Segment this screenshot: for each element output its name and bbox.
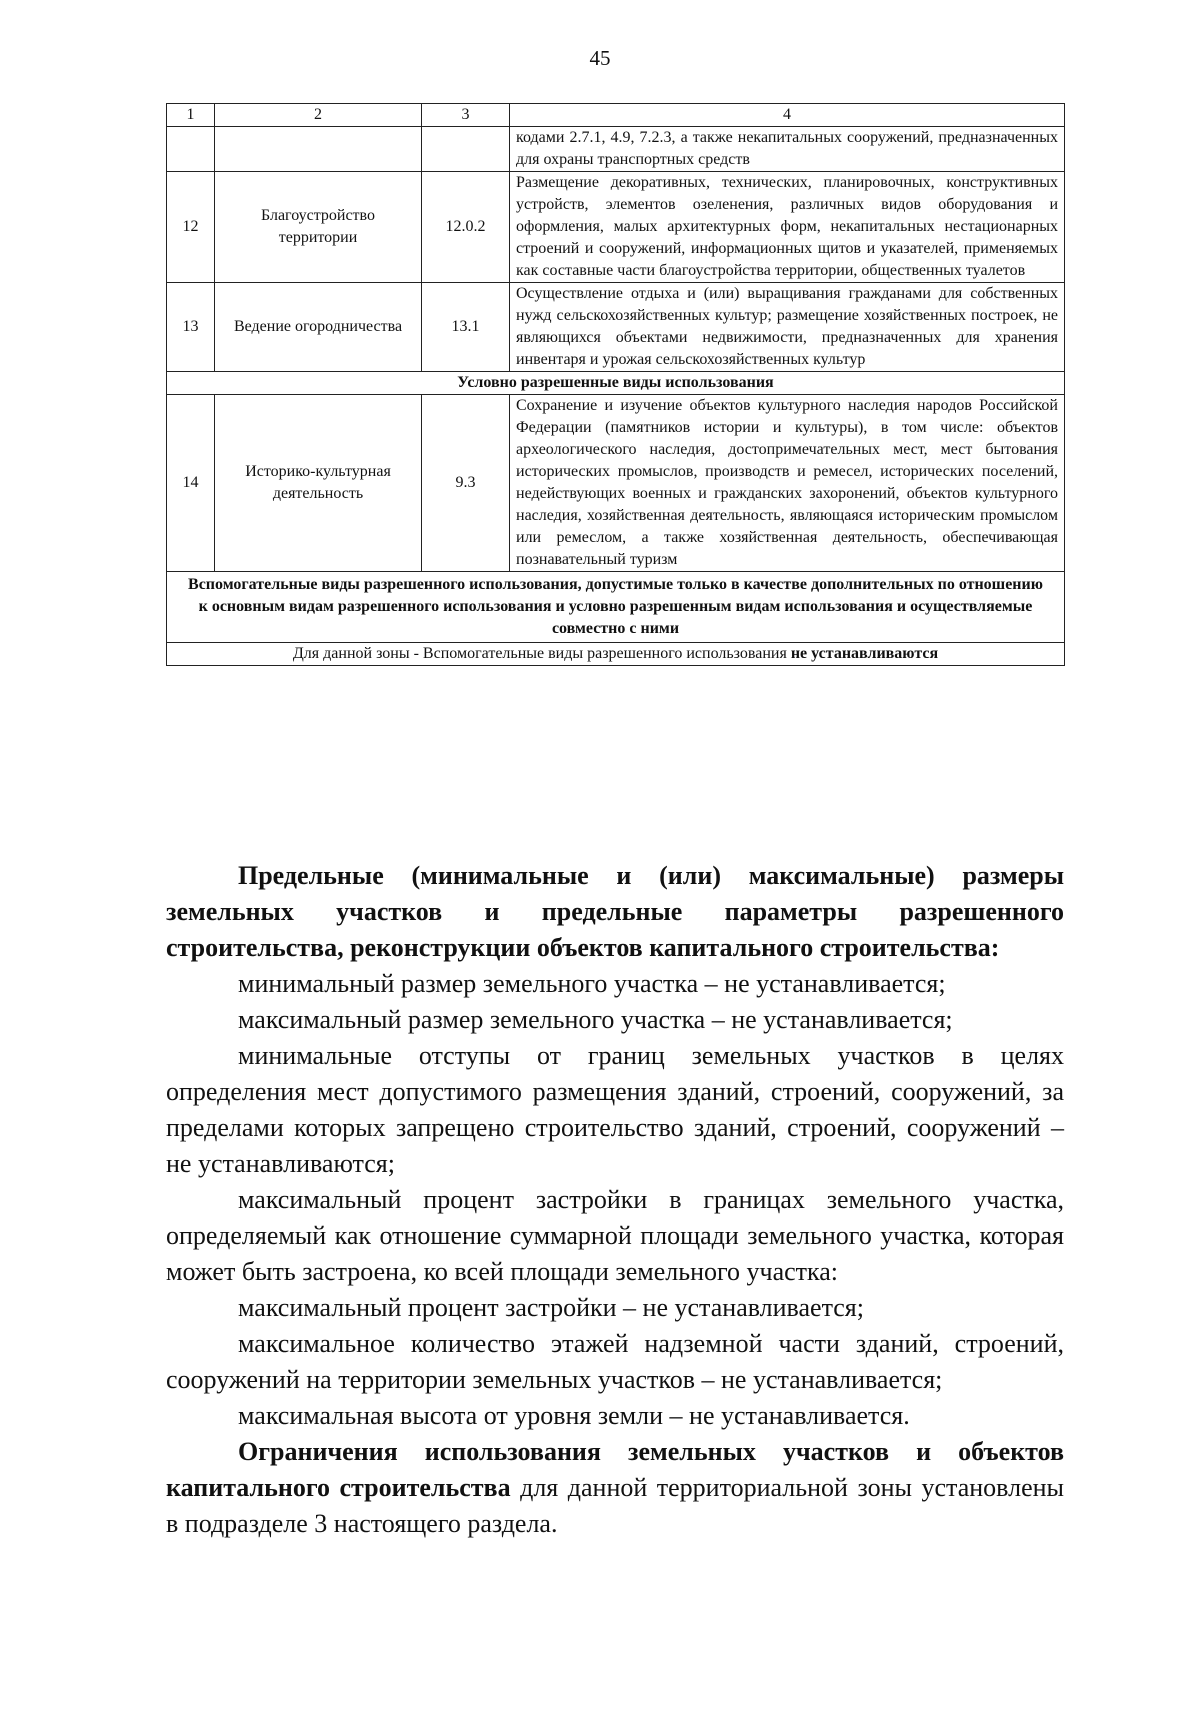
use-code: 13.1 — [422, 283, 510, 372]
header-cell: 1 — [167, 104, 215, 127]
table-header-row — [167, 104, 1065, 127]
section-conditional-title: Условно разрешенные виды использования — [167, 372, 1065, 395]
use-name: Историко-культурная деятельность — [215, 395, 422, 572]
body-text — [166, 858, 1064, 1542]
paragraph: максимальное количество этажей надземной части зданий, строений, сооружений на территории земельных участков – не устанавливается; — [166, 1329, 1064, 1394]
row-number: 12 — [167, 172, 215, 283]
row-number — [167, 127, 215, 172]
paragraph: максимальный размер земельного участка – не устанавливается; — [238, 1005, 953, 1034]
section-header-row — [167, 372, 1065, 395]
section-heading: Предельные (минимальные и (или) максимальные) размеры земельных участков и предельные параметры разрешенного строительства, реконструкции объектов капитального строительства: — [166, 861, 1064, 962]
use-description: кодами 2.7.1, 4.9, 7.2.3, а также некапитальных сооружений, предназначенных для охраны транспортных средств — [510, 127, 1065, 172]
restrictions-paragraph — [166, 1434, 1064, 1542]
table-row — [167, 283, 1065, 372]
paragraph: минимальный размер земельного участка – не устанавливается; — [238, 969, 946, 998]
header-cell: 2 — [215, 104, 422, 127]
note-row — [167, 643, 1065, 666]
use-description: Сохранение и изучение объектов культурного наследия народов Российской Федерации (памятников истории и культуры), в том числе: объектов археологического наследия, достопримечательных мест, мест бытования исторических промыслов, производств и ремесел, исторических поселений, недействующих военных и гражданских захоронений, объектов культурного наследия, хозяйственная деятельность, являющаяся историческим промыслом или ремеслом, а также хозяйственная деятельность, обеспечивающая познавательный туризм — [510, 395, 1065, 572]
page-number: 45 — [589, 46, 611, 70]
restrictions-rest: для данной территориальной зоны установлены в подразделе 3 настоящего раздела. — [166, 1473, 1064, 1538]
paragraph: максимальная высота от уровня земли – не устанавливается. — [238, 1401, 910, 1430]
table-row — [167, 395, 1065, 572]
use-name — [215, 127, 422, 172]
note-prefix: Для данной зоны - Вспомогательные виды разрешенного использования — [292, 645, 791, 662]
paragraph: максимальный процент застройки – не устанавливается; — [238, 1293, 864, 1322]
auxiliary-note — [167, 643, 1065, 666]
use-name: Благоустройство территории — [215, 172, 422, 283]
use-code: 12.0.2 — [422, 172, 510, 283]
row-number: 13 — [167, 283, 215, 372]
table-row — [167, 127, 1065, 172]
restrictions-bold: Ограничения использования земельных участков и объектов капитального строительства — [166, 1437, 1064, 1502]
section-header-row — [167, 572, 1065, 643]
header-cell: 3 — [422, 104, 510, 127]
header-cell: 4 — [510, 104, 1065, 127]
note-bold: не устанавливаются — [790, 645, 939, 662]
table-row — [167, 172, 1065, 283]
land-use-table — [166, 103, 1065, 666]
use-code: 9.3 — [422, 395, 510, 572]
row-number: 14 — [167, 395, 215, 572]
use-code — [422, 127, 510, 172]
use-description: Размещение декоративных, технических, планировочных, конструктивных устройств, элементов озеленения, различных видов оборудования и оформления, малых архитектурных форм, некапитальных нестационарных строений и сооружений, информационных щитов и указателей, применяемых как составные части благоустройства территории, общественных туалетов — [510, 172, 1065, 283]
use-name: Ведение огородничества — [215, 283, 422, 372]
section-auxiliary-title: Вспомогательные виды разрешенного использования, допустимые только в качестве дополнительных по отношению к основным видам разрешенного использования и условно разрешенным видам использования и осуществляемые совместно с ними — [167, 572, 1065, 643]
paragraph: максимальный процент застройки в границах земельного участка, определяемый как отношение суммарной площади земельного участка, которая может быть застроена, ко всей площади земельного участка: — [166, 1185, 1064, 1286]
paragraph: минимальные отступы от границ земельных участков в целях определения мест допустимого размещения зданий, строений, сооружений, за пределами которых запрещено строительство зданий, строений, сооружений – не устанавливаются; — [166, 1041, 1064, 1178]
use-description: Осуществление отдыха и (или) выращивания гражданами для собственных нужд сельскохозяйственных культур; размещение хозяйственных построек, не являющихся объектами недвижимости, предназначенных для хранения инвентаря и урожая сельскохозяйственных культур — [510, 283, 1065, 372]
